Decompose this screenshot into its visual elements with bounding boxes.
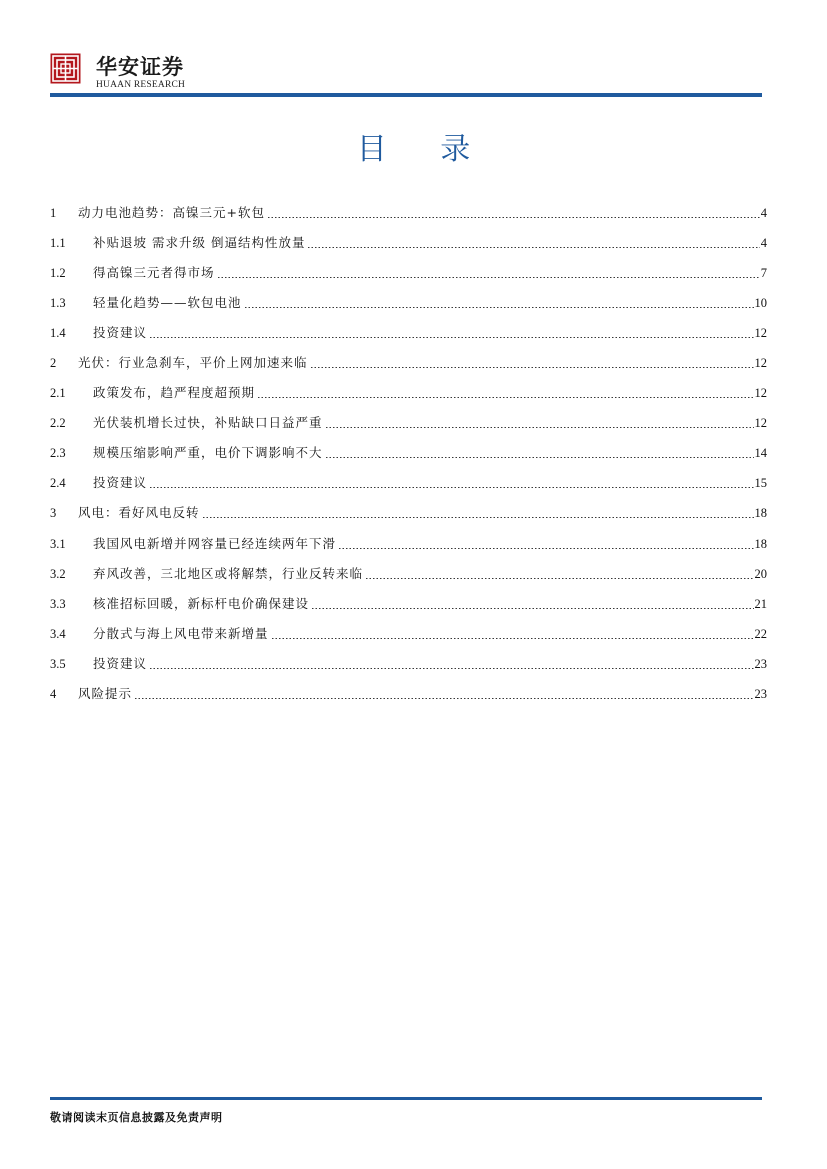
toc-entry-number: 1.4 xyxy=(50,326,66,341)
toc-entry-page: 12 xyxy=(754,386,767,401)
toc-entry[interactable] xyxy=(50,258,767,288)
toc-entry-number: 2 xyxy=(50,356,57,371)
toc-entry-page: 20 xyxy=(754,566,767,581)
toc-entry-title: 补贴退坡 需求升级 倒逼结构性放量 xyxy=(93,235,306,251)
toc-entry-number: 2.4 xyxy=(50,476,66,491)
toc-entry[interactable] xyxy=(50,348,767,378)
toc-entry-page: 23 xyxy=(754,686,767,701)
toc-entry-title: 风险提示 xyxy=(78,685,133,701)
toc-entry[interactable] xyxy=(50,288,767,318)
toc-entry-title: 规模压缩影响严重，电价下调影响不大 xyxy=(93,445,323,461)
toc-dot-leader xyxy=(244,295,754,311)
toc-entry-page: 12 xyxy=(754,326,767,341)
toc-entry-title: 得高镍三元者得市场 xyxy=(93,265,215,281)
toc-entry-title: 投资建议 xyxy=(93,475,148,491)
toc-entry-number: 2.2 xyxy=(50,416,66,431)
toc-entry-title: 政策发布，趋严程度超预期 xyxy=(93,385,256,401)
footer-divider xyxy=(50,1097,762,1100)
company-name-en: HUAAN RESEARCH xyxy=(96,80,186,90)
table-of-contents xyxy=(50,198,767,709)
toc-entry[interactable] xyxy=(50,438,767,468)
toc-entry[interactable] xyxy=(50,408,767,438)
toc-dot-leader xyxy=(365,566,753,582)
toc-entry-number: 2.1 xyxy=(50,386,66,401)
toc-entry-page: 7 xyxy=(760,266,767,281)
toc-entry[interactable] xyxy=(50,619,767,649)
toc-entry-number: 3.5 xyxy=(50,656,66,671)
toc-dot-leader xyxy=(310,355,754,371)
toc-entry-title: 轻量化趋势——软包电池 xyxy=(93,295,242,311)
toc-dot-leader xyxy=(267,205,760,221)
toc-entry-title: 我国风电新增并网容量已经连续两年下滑 xyxy=(93,535,337,551)
company-name-cn: 华安证券 xyxy=(96,54,184,79)
toc-entry-title: 核准招标回暖，新标杆电价确保建设 xyxy=(93,595,310,611)
toc-entry-number: 3.4 xyxy=(50,626,66,641)
toc-dot-leader xyxy=(338,536,753,552)
toc-entry[interactable] xyxy=(50,559,767,589)
toc-entry-number: 1 xyxy=(50,206,57,221)
toc-entry-number: 3.1 xyxy=(50,536,66,551)
toc-entry-number: 3 xyxy=(50,506,57,521)
header-divider xyxy=(50,93,762,97)
toc-dot-leader xyxy=(202,505,754,521)
toc-entry[interactable] xyxy=(50,498,767,528)
toc-dot-leader xyxy=(311,596,753,612)
toc-entry[interactable] xyxy=(50,318,767,348)
toc-entry-number: 1.3 xyxy=(50,296,66,311)
toc-entry-number: 3.3 xyxy=(50,596,66,611)
toc-entry-title: 风电：看好风电反转 xyxy=(78,505,200,521)
toc-entry-number: 1.2 xyxy=(50,266,66,281)
huaan-logo-icon xyxy=(50,53,81,84)
toc-entry-page: 4 xyxy=(760,206,767,221)
toc-entry-title: 光伏装机增长过快，补贴缺口日益严重 xyxy=(93,415,323,431)
footer-disclaimer: 敬请阅读末页信息披露及免责声明 xyxy=(50,1111,223,1124)
toc-entry-number: 4 xyxy=(50,686,57,701)
toc-entry[interactable] xyxy=(50,468,767,498)
toc-dot-leader xyxy=(149,656,753,672)
toc-dot-leader xyxy=(257,385,753,401)
toc-entry-title: 动力电池趋势：高镍三元+软包 xyxy=(78,205,265,221)
toc-entry-title: 投资建议 xyxy=(93,325,148,341)
toc-entry-title: 弃风改善，三北地区或将解禁，行业反转来临 xyxy=(93,565,364,581)
toc-entry-title: 分散式与海上风电带来新增量 xyxy=(93,625,269,641)
toc-entry-page: 10 xyxy=(754,296,767,311)
toc-title: 目 录 xyxy=(356,132,493,167)
toc-entry-page: 21 xyxy=(754,596,767,611)
toc-entry[interactable] xyxy=(50,198,767,228)
toc-entry[interactable] xyxy=(50,228,767,258)
toc-entry-page: 12 xyxy=(754,356,767,371)
toc-entry[interactable] xyxy=(50,589,767,619)
toc-dot-leader xyxy=(217,265,760,281)
toc-dot-leader xyxy=(325,415,754,431)
toc-dot-leader xyxy=(307,235,759,251)
toc-dot-leader xyxy=(149,325,753,341)
toc-dot-leader xyxy=(271,626,754,642)
toc-entry-page: 12 xyxy=(754,416,767,431)
toc-entry-page: 15 xyxy=(754,476,767,491)
toc-entry-page: 18 xyxy=(754,506,767,521)
toc-entry-page: 22 xyxy=(754,626,767,641)
toc-entry[interactable] xyxy=(50,649,767,679)
toc-entry-page: 4 xyxy=(760,236,767,251)
toc-entry-number: 3.2 xyxy=(50,566,66,581)
toc-entry-title: 光伏：行业急刹车，平价上网加速来临 xyxy=(78,355,308,371)
toc-entry-page: 23 xyxy=(754,656,767,671)
toc-entry[interactable] xyxy=(50,679,767,709)
toc-dot-leader xyxy=(149,475,753,491)
toc-entry[interactable] xyxy=(50,529,767,559)
toc-entry-title: 投资建议 xyxy=(93,655,148,671)
toc-entry-page: 14 xyxy=(754,446,767,461)
toc-entry[interactable] xyxy=(50,378,767,408)
toc-dot-leader xyxy=(325,445,754,461)
toc-entry-number: 2.3 xyxy=(50,446,66,461)
toc-dot-leader xyxy=(134,686,753,702)
toc-entry-page: 18 xyxy=(754,536,767,551)
toc-entry-number: 1.1 xyxy=(50,236,66,251)
